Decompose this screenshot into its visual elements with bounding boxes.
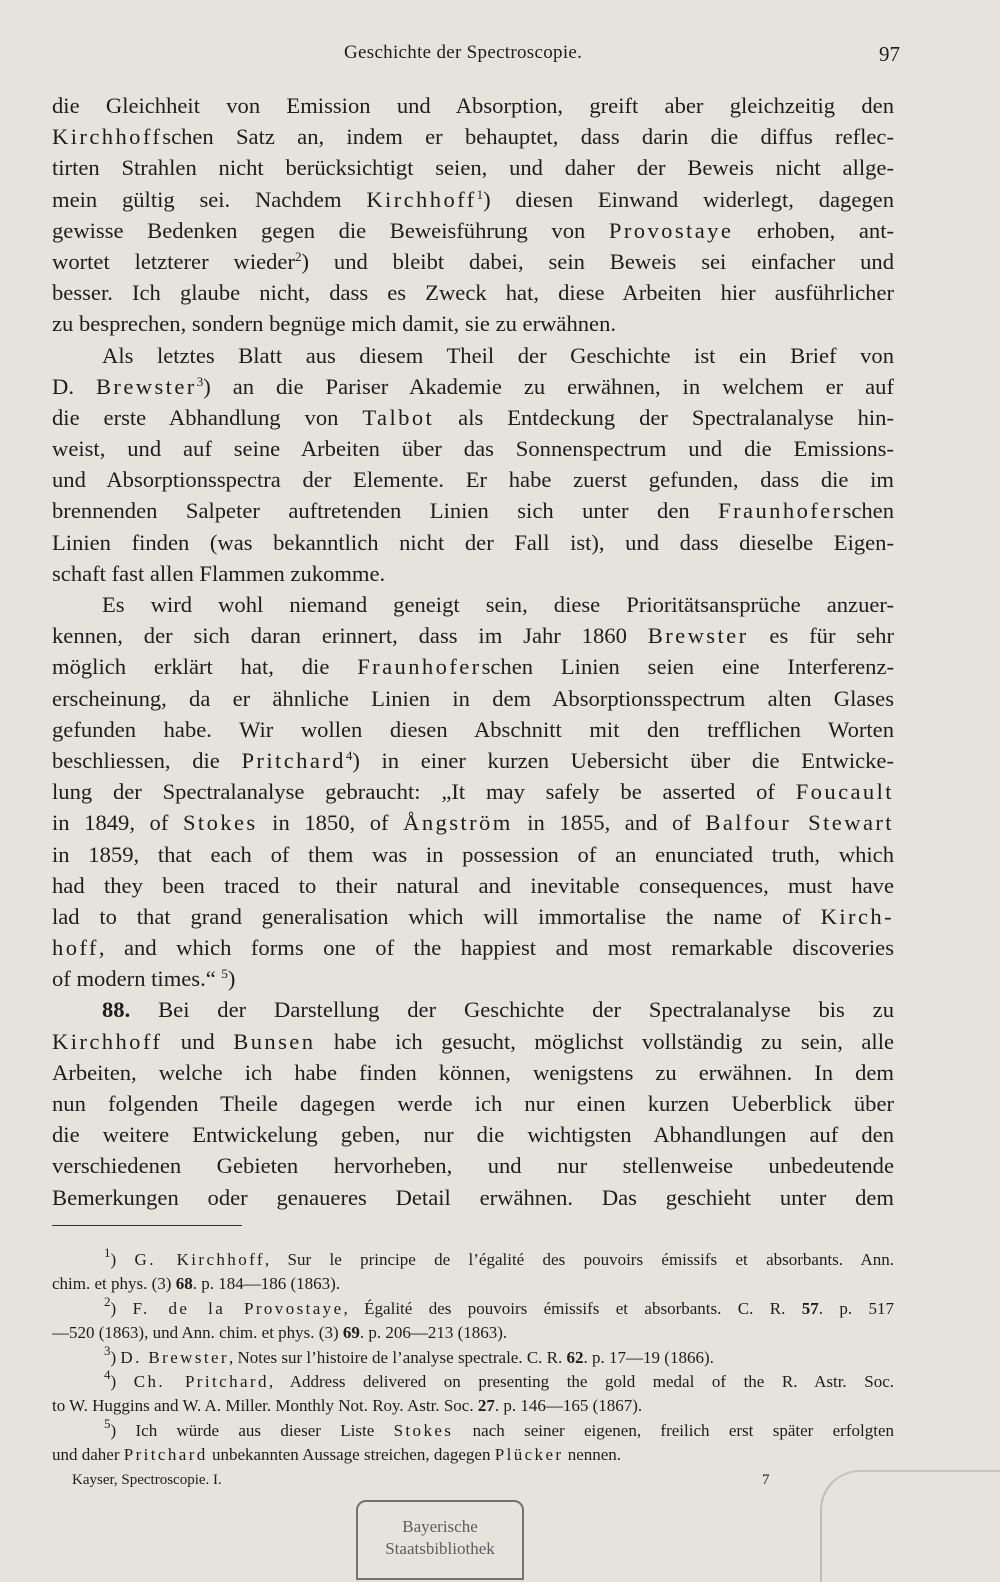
text-line: in 1859, that each of them was in possession of an enunciated truth, which (52, 841, 894, 867)
text-line: had they been traced to their natural and inevitable consequences, must have (52, 872, 894, 898)
person-name: Fraunhofer (357, 654, 482, 680)
text-line: brennenden Salpeter auftretenden Linien sich unter den Fraunhoferschen (52, 498, 894, 524)
text-line: Es wird wohl niemand geneigt sein, diese Prioritätsansprüche anzuer- (102, 592, 894, 617)
text-line: Arbeiten, welche ich habe finden können, wenigstens zu erwähnen. In dem (52, 1059, 894, 1085)
text-line: Bemerkungen oder genaueres Detail erwähnen. Das geschieht unter dem (52, 1184, 894, 1210)
text-line: mein gültig sei. Nachdem Kirchhoff$^1$) diesen Einwand widerlegt, dagegen (52, 186, 894, 212)
text-line: lung der Spectralanalyse gebraucht: „It may safely be asserted of Foucault (52, 779, 894, 805)
footnotes (52, 1248, 894, 1468)
running-header (52, 42, 900, 76)
text-line: gewisse Bedenken gegen die Beweisführung von Provostaye erhoben, ant- (52, 217, 894, 243)
text-line: Als letztes Blatt aus diesem Theil der Geschichte ist ein Brief von (102, 342, 894, 368)
text-line: die Gleichheit von Emission und Absorption, greift aber gleichzeitig den (52, 93, 894, 118)
stamp-line: Bayerische (402, 1517, 478, 1536)
text-line: 88. Bei der Darstellung der Geschichte der Spectralanalyse bis zu (102, 997, 894, 1023)
footnote-line: $^5$) Ich würde aus dieser Liste Stokes nach seiner eigenen, freilich erst später erfolgten (104, 1418, 894, 1440)
person-name: Plücker (494, 1445, 564, 1465)
text-line: in 1849, of Stokes in 1850, of Ångström in 1855, and of Balfour Stewart (52, 810, 894, 836)
text-line: und Absorptionsspectra der Elemente. Er habe zuerst gefunden, dass die im (52, 467, 894, 493)
person-name: Balfour Stewart (705, 810, 894, 836)
person-name: D. Brewster (120, 1347, 229, 1367)
text-line: tirten Strahlen nicht berücksichtigt seien, und daher der Beweis nicht allge- (52, 155, 894, 181)
text-line: lad to that grand generalisation which will immortalise the name of Kirch- (52, 903, 894, 929)
footnote-line: $^2$) F. de la Provostaye, Égalité des pouvoirs émissifs et absorbants. C. R. 57. p. 517 (104, 1296, 894, 1318)
person-name: Brewster (95, 373, 197, 399)
text-line: möglich erklärt hat, die Fraunhoferschen Linien seien eine Interferenz- (52, 654, 894, 680)
running-title: Geschichte der Spectroscopie. (344, 42, 583, 63)
person-name: Fraunhofer (718, 498, 843, 524)
text-line: weist, und auf seine Arbeiten über das Sonnenspectrum und die Emissions- (52, 436, 894, 462)
footnote-line: to W. Huggins and W. A. Miller. Monthly Not. Roy. Astr. Soc. 27. p. 146—165 (1867). (52, 1396, 643, 1416)
footnote-line: $^4$) Ch. Pritchard, Address delivered on presenting the gold medal of the R. Astr. Soc. (104, 1369, 894, 1391)
person-name: hoff (52, 935, 99, 961)
text-line: verschiedenen Gebieten hervorheben, und nur stellenweise unbedeutende (52, 1153, 894, 1179)
footnote-ref: 3 (196, 373, 204, 389)
person-name: Ångström (403, 810, 513, 836)
text-line: gefunden habe. Wir wollen diesen Abschnitt mit den trefflichen Worten (52, 716, 894, 742)
footnote-line: —520 (1863), und Ann. chim. et phys. (3) 69. p. 206—213 (1863). (52, 1323, 508, 1343)
footnote-ref: 1 (476, 186, 484, 202)
text-line: nun folgenden Theile dagegen werde ich nur einen kurzen Ueberblick über (52, 1091, 894, 1116)
person-name: Stokes (182, 810, 258, 836)
footnote-line: und daher Pritchard unbekannten Aussage streichen, dagegen Plücker nennen. (52, 1445, 622, 1465)
person-name: Kirchhoff (366, 186, 477, 212)
text-line: die erste Abhandlung von Talbot als Entdeckung der Spectralanalyse hin- (52, 404, 894, 430)
signature-line (72, 1472, 772, 1494)
person-name: Foucault (795, 779, 894, 805)
text-line: D. Brewster$^3$) an die Pariser Akademie zu erwähnen, in welchem er auf (52, 373, 894, 399)
text-line: beschliessen, die Pritchard$^4$) in einer kurzen Uebersicht über die Entwicke- (52, 747, 894, 773)
person-name: Stokes (393, 1420, 454, 1440)
printer-signature: Kayser, Spectroscopie. I. (72, 1472, 222, 1488)
person-name: Talbot (362, 404, 435, 430)
text-line: besser. Ich glaube nicht, dass es Zweck hat, diese Arbeiten hier ausführlicher (52, 280, 894, 306)
text-line: Linien finden (was bekanntlich nicht der Fall ist), und dass dieselbe Eigen- (52, 529, 894, 555)
person-name: Kirchhoff (52, 124, 163, 150)
text-line: die weitere Entwickelung geben, nur die wichtigsten Abhandlungen auf den (52, 1122, 894, 1148)
footnote-line: $^1$) G. Kirchhoff, Sur le principe de l’égalité des pouvoirs émissifs et absorbants. Ann. (104, 1248, 894, 1269)
text-line: wortet letzterer wieder$^2$) und bleibt dabei, sein Beweis sei einfacher und (52, 248, 894, 274)
text-line: Kirchhoff und Bunsen habe ich gesucht, möglichst vollständig zu sein, alle (52, 1028, 894, 1054)
text-line: erscheinung, da er ähnliche Linien in dem Absorptionsspectrum alten Glases (52, 685, 894, 711)
footnote-line: chim. et phys. (3) 68. p. 184—186 (1863). (52, 1274, 341, 1294)
text-line: kennen, der sich daran erinnert, dass im Jahr 1860 Brewster es für sehr (52, 623, 894, 649)
person-name: Kirch- (820, 903, 894, 929)
person-name: Provostaye (608, 217, 734, 243)
library-stamp (356, 1500, 524, 1580)
person-name: G. Kirchhoff (134, 1250, 265, 1269)
footnote-ref: 2 (294, 248, 302, 264)
person-name: Ch. Pritchard (133, 1371, 269, 1391)
footnote-line: $^3$) D. Brewster, Notes sur l’histoire de l’analyse spectrale. C. R. 62. p. 17—19 (1866). (104, 1345, 714, 1367)
faded-stamp (820, 1470, 1000, 1582)
footnote-ref: 4 (345, 747, 353, 763)
text-line: schaft fast allen Flammen zukomme. (52, 560, 386, 586)
page-number: 97 (879, 42, 900, 66)
person-name: Pritchard (241, 747, 346, 773)
person-name: Kirchhoff (52, 1028, 163, 1054)
main-text (52, 90, 894, 1213)
stamp-line: Staatsbibliothek (385, 1539, 495, 1558)
text-line: hoff, and which forms one of the happiest and most remarkable discoveries (52, 935, 894, 961)
person-name: Brewster (647, 623, 749, 649)
person-name: Pritchard (123, 1445, 208, 1465)
text-line: zu besprechen, sondern begnüge mich damit, sie zu erwähnen. (52, 311, 617, 337)
footnote-divider (52, 1225, 242, 1226)
text-line: of modern times.“ $^5$) (52, 966, 236, 992)
person-name: F. de la Provostaye (132, 1298, 344, 1318)
text-line: Kirchhoffschen Satz an, indem er behauptet, dass darin die diffus reflec- (52, 124, 894, 150)
signature-number: 7 (762, 1472, 770, 1488)
section-number: 88. (102, 997, 131, 1023)
person-name: Bunsen (233, 1028, 316, 1054)
footnote-ref: 5 (221, 966, 228, 982)
